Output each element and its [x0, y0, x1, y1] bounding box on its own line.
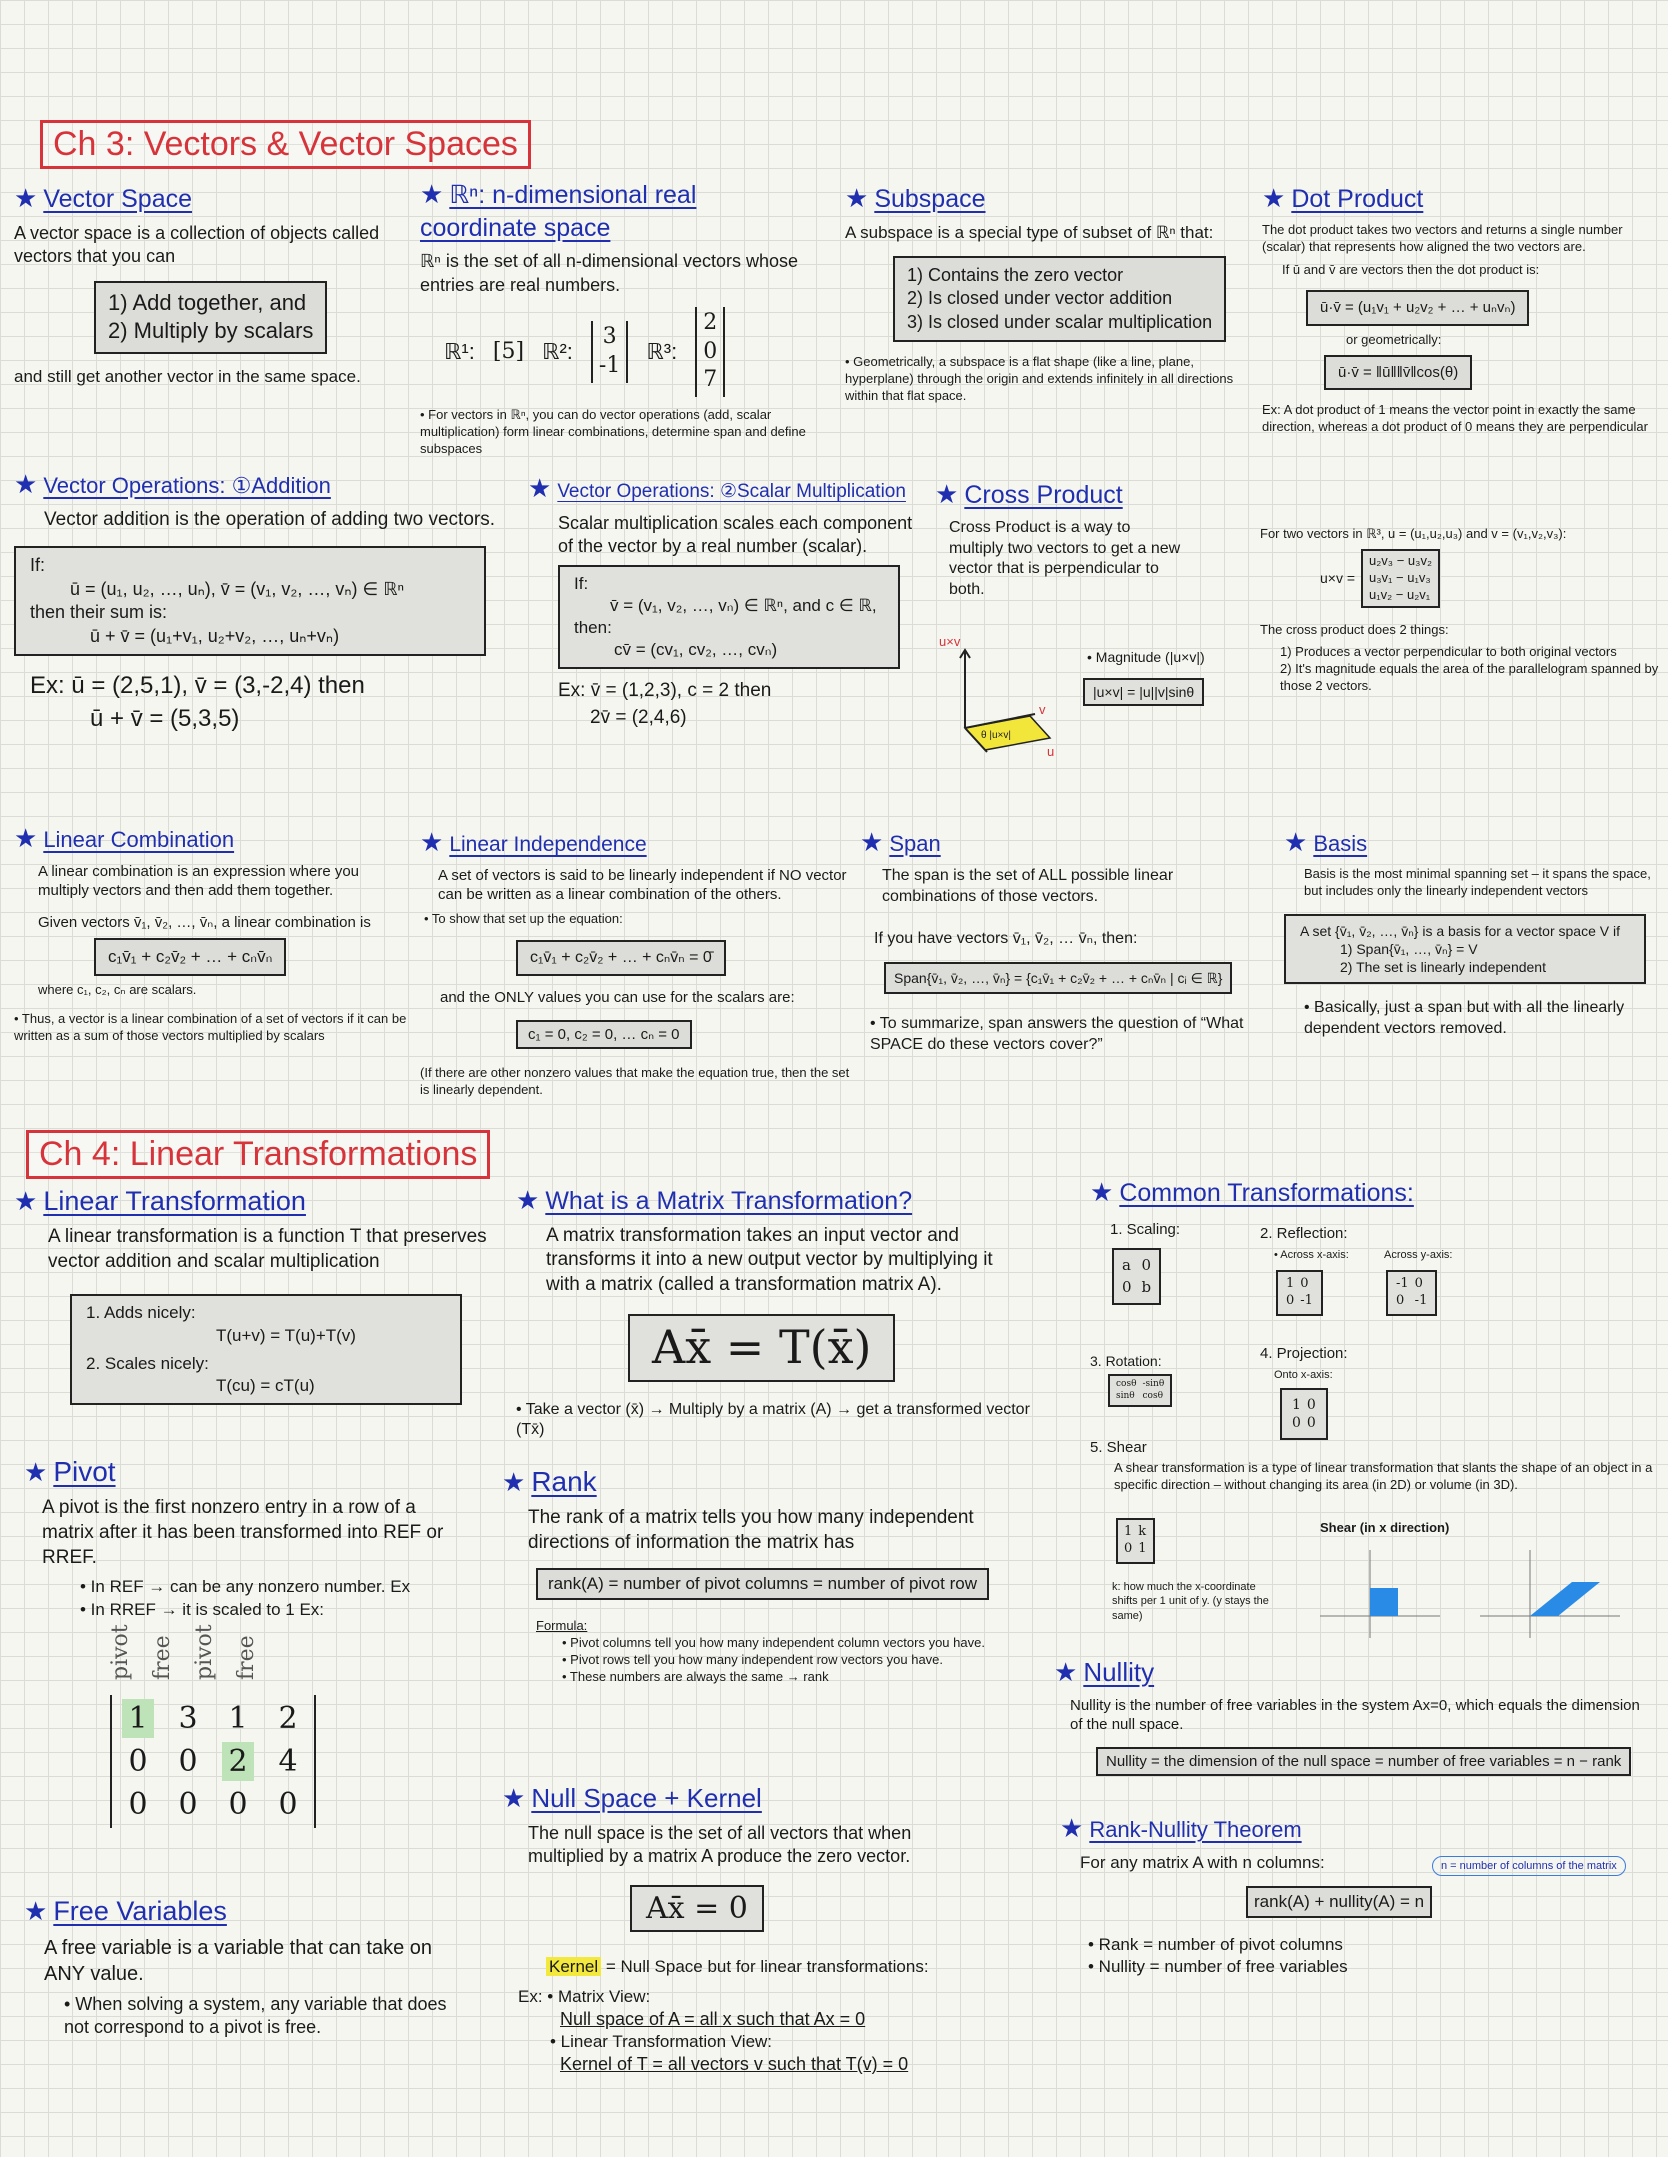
matrix-cell: 0 — [128, 1786, 148, 1822]
rn-ex-label: ℝ³: — [646, 338, 678, 364]
linear-transformation-box — [70, 1294, 462, 1404]
vector-addition-result: ū + v̄ = (5,3,5) — [90, 705, 240, 733]
matrix-cell: 0 — [1306, 1397, 1316, 1413]
section-title: Common Transformations: — [1119, 1179, 1414, 1207]
matrix-cell: 4 — [278, 1743, 298, 1779]
section-title: Cross Product — [964, 481, 1123, 509]
rank-bullet: • These numbers are always the same → rank — [562, 1668, 829, 1684]
subspace-item: 3) Is closed under scalar multiplication — [907, 311, 1213, 332]
null-space-example-detail: Kernel of T = all vectors v such that T(v) = 0 — [560, 2054, 909, 2075]
cross-product-does: The cross product does 2 things: — [1260, 621, 1449, 637]
star-icon: ★ — [14, 183, 38, 213]
shear-matrix — [1116, 1518, 1155, 1564]
vector-addition-text: Vector addition is the operation of adding two vectors. — [44, 508, 495, 530]
star-icon: ★ — [845, 183, 869, 213]
common-transformations-section — [1090, 1176, 1660, 1646]
section-title: Rank — [531, 1466, 597, 1497]
star-icon: ★ — [1284, 827, 1308, 857]
scalar-mult-res: cv̄ = (cv₁, cv₂, …, cvₙ) — [614, 639, 778, 659]
matrix-cell: a — [1122, 1256, 1131, 1274]
rank-nullity-formula: rank(A) + nullity(A) = n — [1246, 1886, 1432, 1918]
shear-label: 5. Shear — [1090, 1439, 1147, 1456]
section-title: Null Space + Kernel — [531, 1783, 762, 1813]
null-space-text: The null space is the set of all vectors that when multiplied by a matrix A produce the zero vector. — [528, 1822, 912, 1867]
star-icon: ★ — [24, 1457, 48, 1487]
matrix-cell: 1 — [1138, 1540, 1147, 1556]
onto-x-label: Onto x-axis: — [1274, 1369, 1333, 1381]
section-title: Linear Combination — [43, 827, 235, 852]
u-label: u — [1047, 744, 1055, 758]
projection-label: 4. Projection: — [1260, 1345, 1348, 1362]
projection-matrix — [1280, 1388, 1328, 1440]
scalar-mult-section — [528, 472, 928, 730]
scaling-matrix — [1112, 1248, 1161, 1305]
null-space-example-detail: Null space of A = all x such that Ax = 0 — [560, 2008, 866, 2029]
pivot-cell: 1 — [122, 1699, 154, 1738]
across-y-label: Across y-axis: — [1384, 1249, 1453, 1261]
pivot-column-labels — [108, 1624, 484, 1695]
matrix-cell: 1 — [1124, 1524, 1133, 1539]
vector-space-item: 1) Add together, and — [108, 289, 307, 315]
section-title: Pivot — [53, 1456, 116, 1487]
star-icon: ★ — [1090, 1177, 1114, 1207]
rn-ex-vector — [695, 307, 725, 397]
linear-independence-text: A set of vectors is said to be linearly independent if NO vector can be written as a linear combination of the others. — [438, 866, 847, 904]
free-variables-section — [24, 1894, 484, 2046]
vector-addition-then: then their sum is: — [30, 602, 168, 623]
section-title: Linear Independence — [449, 833, 647, 856]
star-icon: ★ — [420, 827, 444, 857]
rank-formula: rank(A) = number of pivot columns = number of pivot row — [536, 1568, 989, 1600]
basis-def: A set {v̄₁, v̄₂, …, v̄ₙ} is a basis for a vector space V if — [1300, 922, 1620, 939]
dot-product-formula2: ū·v̄ = ‖ū‖‖v̄‖cos(θ) — [1324, 355, 1472, 391]
star-icon: ★ — [14, 1186, 38, 1216]
linear-combination-note: • Thus, a vector is a linear combination of a set of vectors if it can be written as a sum of those vectors multiplied by scalars — [14, 1011, 407, 1044]
section-title: Nullity — [1083, 1657, 1155, 1687]
matrix-transformation-note: • Take a vector (x̄) → Multiply by a matrix (A) → get a transformed vector (Tx̄) — [516, 1400, 1030, 1439]
property-label: 1. Adds nicely: — [86, 1303, 196, 1323]
nullity-text: Nullity is the number of free variables in the system Ax=0, which equals the dimension of the null space. — [1070, 1696, 1640, 1734]
matrix-cell: 0 — [278, 1786, 298, 1822]
rn-ex-value: [5] — [492, 338, 525, 364]
reflection-x-matrix — [1276, 1270, 1323, 1316]
nullity-section — [1054, 1656, 1654, 1782]
pivot-ref: • In REF → can be any nonzero number. Ex — [80, 1577, 411, 1597]
span-note: • To summarize, span answers the question of “What SPACE do these vectors cover?” — [870, 1015, 1244, 1054]
matrix-cell: 1 — [228, 1700, 248, 1736]
scalar-mult-result: 2v̄ = (2,4,6) — [590, 706, 687, 728]
kernel-line — [546, 1956, 1062, 1978]
subspace-item: 2) Is closed under vector addition — [907, 288, 1173, 309]
nullity-formula: Nullity = the dimension of the null space = number of free variables = n − rank — [1096, 1747, 1631, 1777]
matrix-transformation-eq: Ax̄ = T(x̄) — [628, 1314, 895, 1382]
property-equation: T(u+v) = T(u)+T(v) — [216, 1325, 356, 1345]
section-title: Linear Transformation — [43, 1186, 306, 1216]
column-label: free — [234, 1634, 259, 1680]
star-icon: ★ — [1060, 1813, 1084, 1843]
linear-combination-given: Given vectors v̄₁, v̄₂, …, v̄ₙ, a linear combination is — [38, 913, 371, 931]
rank-nullity-bullet: • Nullity = number of free variables — [1088, 1957, 1348, 1977]
linear-transformation-text: A linear transformation is a function T that preserves vector addition and scalar multiplication — [48, 1226, 487, 1272]
matrix-transformation-section — [516, 1184, 1056, 1447]
star-icon: ★ — [502, 1783, 526, 1813]
scalar-mult-then: then: — [574, 617, 612, 637]
null-space-example: Ex: • Matrix View: — [518, 1986, 651, 2006]
cross-product-formula — [1320, 549, 1660, 608]
free-variables-text: A free variable is a variable that can take on ANY value. — [44, 1937, 433, 1986]
shear-note: k: how much the x-coordinate shifts per 1 unit of y. (y stays the same) — [1112, 1581, 1269, 1622]
dot-product-formula: ū·v̄ = (u₁v₁ + u₂v₂ + … + uₙvₙ) — [1306, 290, 1529, 326]
v-label: v — [1039, 702, 1046, 717]
section-title: Subspace — [874, 185, 986, 213]
star-icon: ★ — [860, 827, 884, 857]
cross-product-details — [1260, 520, 1660, 695]
rn-note: • For vectors in ℝⁿ, you can do vector operations (add, scalar multiplication) form linear combinations, determine span and define subspaces — [420, 406, 806, 456]
span-text: The span is the set of ALL possible linear combinations of those vectors. — [882, 866, 1174, 905]
scalar-mult-box — [558, 565, 900, 669]
scalar-mult-text: Scalar multiplication scales each component of the vector by a real number (scalar). — [558, 512, 913, 557]
scalar-mult-example: Ex: v̄ = (1,2,3), c = 2 then — [558, 679, 772, 701]
rotation-matrix — [1108, 1374, 1172, 1407]
section-title: Vector Operations: ①Addition — [43, 473, 331, 498]
rank-nullity-bullet: • Rank = number of pivot columns — [1088, 1934, 1343, 1954]
cross-product-thing: 2) It's magnitude equals the area of the parallelogram spanned by those 2 vectors. — [1280, 661, 1659, 694]
subspace-box — [893, 256, 1226, 342]
section-title: Free Variables — [53, 1896, 227, 1926]
unit-square-shape — [1370, 1588, 1398, 1616]
vector-entry: 3 — [602, 324, 617, 350]
matrix-cell: 0 — [1396, 1292, 1405, 1308]
linear-independence-vals: c₁ = 0, c₂ = 0, … cₙ = 0 — [516, 1020, 692, 1050]
rank-formula-label: Formula: — [536, 1617, 588, 1633]
magnitude-formula: |u×v| = |u||v|sinθ — [1083, 678, 1204, 706]
matrix-cell: 3 — [178, 1700, 198, 1736]
dot-product-text: The dot product takes two vectors and returns a single number (scalar) that represents how aligned the two vectors are. — [1262, 221, 1623, 254]
basis-text: Basis is the most minimal spanning set – it spans the space, but includes only the linearly independent vectors — [1304, 865, 1651, 898]
linear-combination-where: where c₁, c₂, cₙ are scalars. — [38, 982, 197, 998]
star-icon: ★ — [1054, 1657, 1078, 1687]
column-label: pivot — [192, 1624, 217, 1680]
scalar-mult-if: If: — [574, 573, 589, 593]
shear-chart-title: Shear (in x direction) — [1320, 1520, 1450, 1535]
rotation-label: 3. Rotation: — [1090, 1353, 1162, 1369]
basis-note: • Basically, just a span but with all the linearly dependent vectors removed. — [1304, 999, 1625, 1037]
matrix-cell: -1 — [1414, 1292, 1428, 1308]
matrix-cell: -1 — [1396, 1276, 1409, 1291]
sheared-shape — [1530, 1582, 1600, 1616]
rank-text: The rank of a matrix tells you how many independent directions of information the matrix has — [528, 1507, 974, 1554]
linear-independence-note: (If there are other nonzero values that make the equation true, then the set is linearly dependent. — [420, 1065, 850, 1098]
vector-space-text2: and still get another vector in the same space. — [14, 366, 361, 386]
matrix-cell: -sinθ — [1142, 1379, 1165, 1389]
rank-nullity-text: For any matrix A with n columns: — [1080, 1852, 1325, 1872]
vector-addition-box — [14, 546, 486, 656]
area-label: θ |u×v| — [981, 730, 1011, 741]
rn-text: ℝⁿ is the set of all n-dimensional vectors whose entries are real numbers. — [420, 251, 798, 295]
free-variables-note: • When solving a system, any variable that does not correspond to a pivot is free. — [64, 1994, 447, 2038]
matrix-cell: 0 — [1306, 1415, 1316, 1432]
property-label: 2. Scales nicely: — [86, 1353, 209, 1373]
rn-ex-label: ℝ¹: — [444, 338, 475, 364]
matrix-cell: k — [1138, 1524, 1147, 1539]
vector-space-box — [94, 281, 327, 354]
cross-product-section — [935, 478, 1265, 758]
linear-combination-formula: c₁v̄₁ + c₂v̄₂ + … + cₙv̄ₙ — [94, 938, 286, 976]
rank-nullity-section — [1060, 1812, 1660, 1978]
matrix-cell: cosθ — [1116, 1379, 1137, 1389]
reflection-label: 2. Reflection: — [1260, 1225, 1348, 1242]
magnitude-label: • Magnitude (|u×v|) — [1087, 649, 1205, 665]
vector-addition-def: ū = (u₁, u₂, …, uₙ), v̄ = (v₁, v₂, …, vₙ) ∈ ℝⁿ — [70, 578, 405, 599]
cross-product-thing: 1) Produces a vector perpendicular to both original vectors — [1280, 644, 1617, 660]
vector-entry: 7 — [703, 367, 718, 393]
pivot-matrix — [110, 1695, 316, 1828]
null-space-example: • Linear Transformation View: — [550, 2032, 773, 2052]
linear-combination-text: A linear combination is an expression where you multiply vectors and then add them together. — [38, 862, 360, 900]
matrix-cell: 0 — [1141, 1256, 1152, 1274]
pivot-cell: 2 — [222, 1742, 254, 1781]
section-title: Vector Space — [43, 185, 193, 213]
subspace-note: • Geometrically, a subspace is a flat shape (like a line, plane, hyperplane) through the origin and extends infinitely in all directions within that flat space. — [845, 354, 1234, 403]
vector-space-text: A vector space is a collection of objects called vectors that you can — [14, 222, 380, 267]
matrix-cell: 2 — [278, 1700, 298, 1736]
matrix-cell: 0 — [1300, 1276, 1309, 1291]
linear-independence-section — [420, 826, 860, 1105]
star-icon: ★ — [1262, 183, 1286, 213]
matrix-cell: -1 — [1300, 1292, 1313, 1308]
pivot-rref: • In RREF → it is scaled to 1 Ex: — [80, 1599, 325, 1619]
cross-product-text: Cross Product is a way to multiply two vectors to get a new vector that is perpendicular to both. — [949, 518, 1181, 599]
pivot-example — [84, 1624, 484, 1822]
matrix-cell: 0 — [228, 1786, 248, 1822]
pivot-text: A pivot is the first nonzero entry in a row of a matrix after it has been transformed into REF or RREF. — [42, 1497, 444, 1568]
matrix-cell: 0 — [1122, 1277, 1132, 1296]
dot-product-or: or geometrically: — [1346, 331, 1442, 347]
pivot-section — [24, 1454, 484, 1822]
matrix-transformation-text: A matrix transformation takes an input vector and transforms it into a new output vector by multiplying it with a matrix (called a transformation matrix A). — [546, 1224, 993, 1296]
span-section — [860, 826, 1270, 1056]
star-icon: ★ — [502, 1467, 526, 1497]
vector-addition-example: Ex: ū = (2,5,1), v̄ = (3,-2,4) then — [30, 672, 365, 700]
star-icon: ★ — [516, 1185, 540, 1215]
matrix-cell: 0 — [178, 1786, 198, 1822]
section-title: ℝⁿ: n-dimensional real coordinate space — [420, 181, 697, 242]
column-label: free — [150, 1634, 175, 1680]
matrix-cell: sinθ — [1116, 1390, 1135, 1401]
linear-transformation-section — [14, 1184, 494, 1405]
subspace-section — [845, 182, 1245, 411]
across-x-label: • Across x-axis: — [1274, 1249, 1349, 1261]
vector-addition-sum: ū + v̄ = (u₁+v₁, u₂+v₂, …, uₙ+vₙ) — [90, 625, 340, 646]
shear-text: A shear transformation is a type of linear transformation that slants the shape of an object in a specific direction – without changing its area (in 2D) or volume (in 3D). — [1114, 1460, 1653, 1492]
kernel-text: = Null Space but for linear transformations: — [605, 1956, 929, 1976]
formula-row: u₁v₂ − u₂v₁ — [1369, 586, 1431, 602]
vector-entry: 2 — [703, 310, 718, 336]
matrix-cell: 0 — [1286, 1292, 1295, 1308]
basis-condition: 1) Span{v̄₁, …, v̄ₙ} = V — [1340, 940, 1478, 957]
null-space-section — [502, 1782, 1062, 2077]
linear-independence-show: • To show that set up the equation: — [424, 910, 623, 926]
scalar-mult-def: v̄ = (v₁, v₂, …, vₙ) ∈ ℝⁿ, and c ∈ ℝ, — [610, 595, 877, 615]
linear-combination-section — [14, 822, 414, 1051]
section-title: Dot Product — [1291, 185, 1424, 213]
formula-lhs: u×v = — [1320, 570, 1356, 587]
matrix-cell: 0 — [178, 1743, 198, 1779]
vector-addition-if: If: — [30, 555, 46, 576]
cross-product-for: For two vectors in ℝ³, u = (u₁,u₂,u₃) and v = (v₁,v₂,v₃): — [1260, 526, 1567, 541]
ch3-title: Ch 3: Vectors & Vector Spaces — [40, 120, 531, 169]
star-icon: ★ — [935, 479, 959, 509]
matrix-cell: 0 — [1414, 1276, 1423, 1291]
matrix-cell: 1 — [1286, 1276, 1295, 1291]
scaling-label: 1. Scaling: — [1110, 1221, 1181, 1238]
formula-row: u₃v₁ − u₁v₃ — [1369, 569, 1431, 585]
linear-independence-only: and the ONLY values you can use for the scalars are: — [440, 989, 795, 1007]
rn-ex-vector — [591, 321, 628, 382]
property-equation: T(cu) = cT(u) — [216, 1375, 315, 1395]
basis-section — [1284, 826, 1664, 1040]
reflection-y-matrix — [1386, 1270, 1437, 1316]
rank-nullity-note: n = number of columns of the matrix — [1432, 1856, 1626, 1876]
matrix-cell: 1 — [1292, 1397, 1301, 1413]
null-space-eq: Ax̄ = 0 — [630, 1885, 764, 1932]
cross-product-diagram — [935, 628, 1085, 758]
kernel-term: Kernel — [546, 1957, 601, 1976]
vector-space-item: 2) Multiply by scalars — [108, 318, 314, 344]
matrix-cell: b — [1141, 1277, 1152, 1296]
span-formula: Span{v̄₁, v̄₂, …, v̄ₙ} = {c₁v̄₁ + c₂v̄₂ + … + cₙv̄ₙ | cᵢ ∈ ℝ} — [884, 962, 1232, 994]
rn-examples — [444, 307, 820, 397]
vector-entry: -1 — [598, 352, 621, 378]
star-icon: ★ — [14, 823, 38, 853]
rn-section — [420, 178, 820, 464]
subspace-text: A subspace is a special type of subset of ℝⁿ that: — [845, 222, 1214, 242]
matrix-cell: cosθ — [1142, 1390, 1163, 1401]
rn-ex-label: ℝ²: — [542, 338, 573, 364]
uxv-label: u×v — [939, 634, 961, 649]
subspace-item: 1) Contains the zero vector — [907, 264, 1124, 285]
basis-condition: 2) The set is linearly independent — [1340, 958, 1546, 975]
column-label: pivot — [108, 1624, 133, 1680]
section-title: Span — [889, 831, 941, 856]
dot-product-text2: If ū and v̄ are vectors then the dot product is: — [1282, 261, 1540, 277]
matrix-cell: 0 — [1124, 1540, 1133, 1556]
star-icon: ★ — [420, 179, 444, 209]
star-icon: ★ — [24, 1896, 48, 1926]
basis-box — [1284, 914, 1646, 985]
linear-independence-eq: c₁v̄₁ + c₂v̄₂ + … + cₙv̄ₙ = 0̄ — [516, 940, 726, 977]
matrix-cell: 0 — [128, 1743, 148, 1779]
shear-diagram — [1310, 1542, 1640, 1642]
vector-space-section — [14, 182, 414, 394]
section-title: Basis — [1313, 831, 1368, 856]
rank-bullet: • Pivot rows tell you how many independent row vectors you have. — [562, 1651, 944, 1667]
formula-matrix — [1361, 549, 1440, 608]
rank-bullet: • Pivot columns tell you how many independent column vectors you have. — [562, 1634, 985, 1650]
formula-row: u₂v₃ − u₃v₂ — [1369, 552, 1432, 568]
dot-product-example: Ex: A dot product of 1 means the vector point in exactly the same direction, whereas a dot product of 0 means they are perpendicular — [1262, 402, 1648, 435]
section-title: What is a Matrix Transformation? — [545, 1187, 913, 1215]
rank-section — [502, 1464, 1062, 1685]
section-title: Rank-Nullity Theorem — [1089, 1817, 1302, 1842]
matrix-cell: 0 — [1292, 1415, 1301, 1432]
dot-product-section — [1262, 182, 1662, 442]
star-icon: ★ — [528, 473, 552, 503]
star-icon: ★ — [14, 469, 38, 499]
vector-entry: 0 — [703, 338, 718, 364]
ch4-title: Ch 4: Linear Transformations — [26, 1130, 490, 1179]
vector-addition-section — [14, 468, 514, 734]
section-title: Vector Operations: ②Scalar Multiplication — [557, 481, 906, 502]
span-if: If you have vectors v̄₁, v̄₂, … v̄ₙ, then: — [874, 930, 1138, 948]
